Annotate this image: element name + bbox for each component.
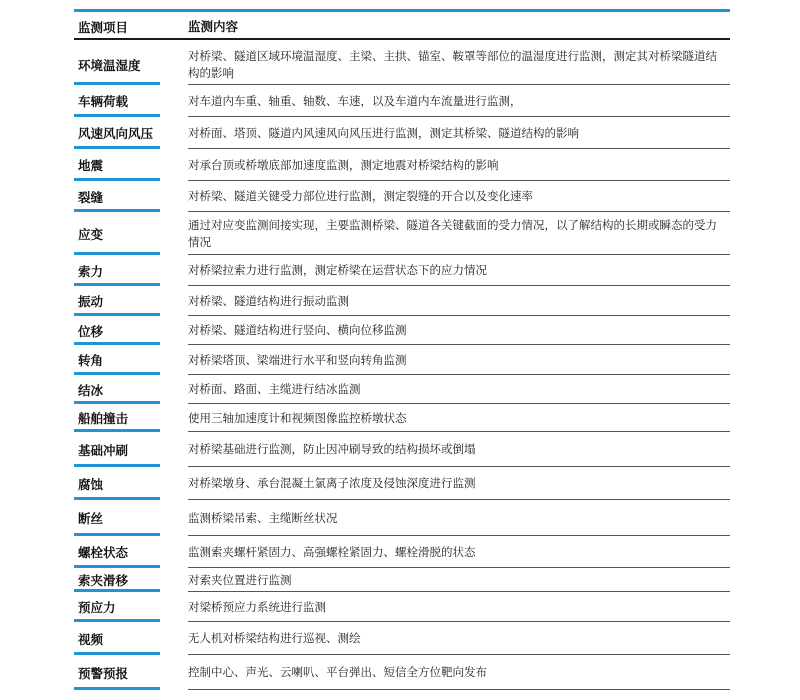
table-row <box>74 467 730 500</box>
row-item: 位移 <box>78 323 104 339</box>
table-row <box>74 345 730 375</box>
row-item: 断丝 <box>78 511 104 526</box>
header-item: 监测项目 <box>78 19 129 35</box>
row-content: 对桥面、路面、主缆进行结冰监测 <box>188 382 361 396</box>
row-content: 对桥梁、隧道关键受力部位进行监测，测定裂缝的开合以及变化速率 <box>188 189 533 203</box>
row-content: 控制中心、声光、云喇叭、平台弹出、短信全方位靶向发布 <box>188 665 487 679</box>
table-row <box>74 255 730 286</box>
table-row <box>74 536 730 568</box>
row-content: 对桥面、塔顶、隧道内风速风向风压进行监测，测定其桥梁、隧道结构的影响 <box>188 125 579 140</box>
table-row <box>74 117 730 149</box>
row-item: 应变 <box>78 226 104 242</box>
row-content: 对桥梁墩身、承台混凝土氯离子浓度及侵蚀深度进行监测 <box>188 476 476 490</box>
table-row <box>74 592 730 622</box>
row-item: 环境温湿度 <box>78 57 141 73</box>
row-item: 螺栓状态 <box>78 545 129 560</box>
row-item: 振动 <box>78 294 104 309</box>
row-item: 结冰 <box>78 382 104 398</box>
row-content: 对桥梁、隧道区域环境温湿度、主梁、主拱、锚室、鞍罩等部位的温湿度进行监测，测定其对桥梁隧道结构的影响 <box>188 48 717 80</box>
table-row <box>74 85 730 117</box>
row-item: 地震 <box>78 158 104 173</box>
row-item: 船舶撞击 <box>78 411 129 426</box>
row-item: 视频 <box>78 631 104 647</box>
row-content: 对桥梁基础进行监测，防止因冲刷导致的结构损坏或倒塌 <box>188 442 476 456</box>
table-row <box>74 44 730 85</box>
table-row <box>74 286 730 316</box>
table-row <box>74 622 730 655</box>
row-item: 风速风向风压 <box>78 126 154 141</box>
row-content: 监测桥梁吊索、主缆断丝状况 <box>188 510 338 525</box>
table-row <box>74 316 730 345</box>
top-rule <box>74 9 730 12</box>
row-item: 预警预报 <box>78 665 129 681</box>
table-row <box>74 432 730 467</box>
content-underline <box>188 689 730 690</box>
item-underline <box>74 687 160 690</box>
header-content: 监测内容 <box>188 19 239 34</box>
header-rule <box>74 38 730 40</box>
row-item: 预应力 <box>78 600 116 615</box>
row-item: 基础冲刷 <box>78 442 129 458</box>
table-header <box>74 13 730 40</box>
row-item: 裂缝 <box>78 189 104 205</box>
row-content: 对桥梁、隧道结构进行振动监测 <box>188 293 349 308</box>
row-content: 对承台顶或桥墩底部加速度监测，测定地震对桥梁结构的影响 <box>188 157 499 172</box>
table-row <box>74 375 730 404</box>
table-row <box>74 149 730 181</box>
row-content: 监测索夹螺杆紧固力、高强螺栓紧固力、螺栓滑脱的状态 <box>188 544 476 559</box>
row-content: 无人机对桥梁结构进行巡视、测绘 <box>188 631 361 645</box>
row-content: 对桥梁拉索力进行监测，测定桥梁在运营状态下的应力情况 <box>188 263 487 277</box>
table-row <box>74 655 730 690</box>
row-item: 转角 <box>78 353 104 368</box>
row-item: 腐蚀 <box>78 476 104 492</box>
row-item: 索夹滑移 <box>78 573 129 588</box>
table-row <box>74 181 730 212</box>
row-content: 通过对应变监测间接实现，主要监测桥梁、隧道各关键截面的受力情况，以了解结构的长期或瞬态的受力情况 <box>188 217 717 249</box>
row-content: 对梁桥预应力系统进行监测 <box>188 599 326 614</box>
row-content: 对车道内车重、轴重、轴数、车速，以及车道内车流量进行监测， <box>188 93 522 108</box>
table-row <box>74 500 730 536</box>
row-content: 对桥梁、隧道结构进行竖向、横向位移监测 <box>188 323 407 337</box>
row-item: 车辆荷载 <box>78 94 129 109</box>
row-content: 对索夹位置进行监测 <box>188 572 292 587</box>
table-row <box>74 404 730 432</box>
row-item: 索力 <box>78 263 104 279</box>
row-content: 使用三轴加速度计和视频图像监控桥墩状态 <box>188 410 407 425</box>
row-content: 对桥梁塔顶、梁端进行水平和竖向转角监测 <box>188 352 407 367</box>
table-row <box>74 212 730 255</box>
table-row <box>74 568 730 592</box>
